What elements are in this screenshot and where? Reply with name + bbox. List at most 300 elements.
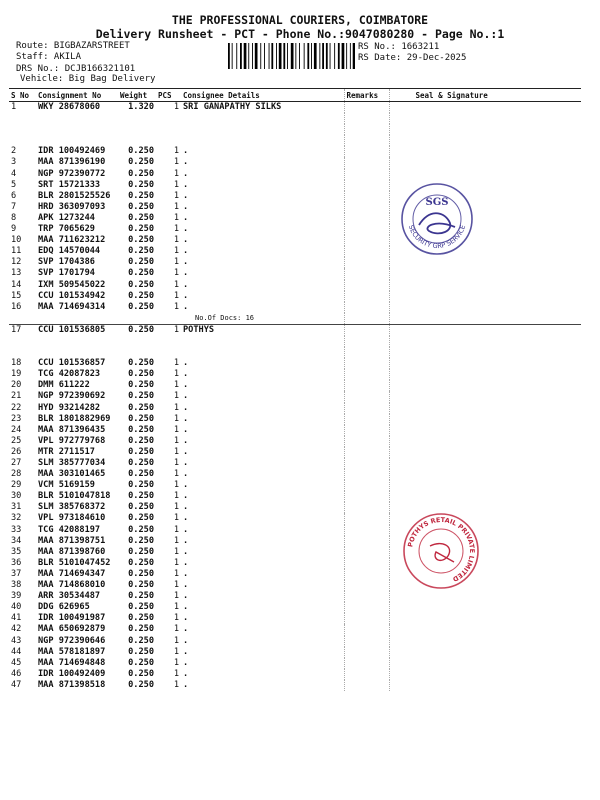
cell-consignee: . <box>183 168 189 179</box>
route-label: Route: BIGBAZARSTREET <box>16 41 130 51</box>
cell-consignee: POTHYS <box>181 324 344 336</box>
table-row <box>9 403 581 414</box>
cell-seal-signature <box>389 268 581 279</box>
cell-remarks <box>344 369 389 380</box>
barcode-bar <box>304 43 305 69</box>
cell-seal-signature <box>389 403 581 414</box>
cell-weight: 0.250 <box>128 469 154 480</box>
cell-consignment: MTR 2711517 <box>38 446 95 457</box>
cell-sno: 10 <box>11 235 22 246</box>
cell-weight: 0.250 <box>128 179 154 190</box>
cell-remarks <box>344 602 389 613</box>
cell-weight: 0.250 <box>128 535 154 546</box>
cell-sno: 5 <box>11 179 17 190</box>
cell-weight: 0.250 <box>128 602 154 613</box>
cell-pcs: 1 <box>173 580 179 591</box>
cell-remarks <box>344 647 389 658</box>
cell-seal-signature <box>389 636 581 647</box>
cell-remarks <box>344 102 389 114</box>
cell-seal-signature <box>389 157 581 168</box>
company-title: THE PROFESSIONAL COURIERS, COIMBATORE <box>171 13 429 27</box>
pothys-ring-text: POTHYS RETAIL PRIVATE LIMITED <box>406 515 477 584</box>
cell-weight: 0.250 <box>128 358 154 369</box>
cell-seal-signature <box>389 358 581 369</box>
cell-consignee: . <box>183 157 189 168</box>
cell-pcs: 1 <box>173 424 179 435</box>
table-row <box>9 224 581 235</box>
cell-seal-signature <box>389 425 581 436</box>
barcode-bar <box>264 43 265 69</box>
cell-consignee: . <box>183 502 189 513</box>
cell-consignee: . <box>183 224 189 235</box>
cell-seal-signature <box>389 169 581 180</box>
cell-consignment: NGP 972390772 <box>38 168 106 179</box>
cell-consignee: . <box>183 446 189 457</box>
cell-pcs: 1 <box>173 279 179 290</box>
spacer-row <box>9 336 581 347</box>
cell-consignment: MAA 714694314 <box>38 301 106 312</box>
cell-pcs: 1 <box>173 146 179 157</box>
cell-consignment: SVP 1704386 <box>38 257 95 268</box>
cell-consignee: . <box>183 369 189 380</box>
cell-sno: 41 <box>11 613 22 624</box>
table-row <box>9 302 581 313</box>
cell-sno: 20 <box>11 380 22 391</box>
cell-pcs: 1 <box>173 358 179 369</box>
col-header-sno: S No <box>9 89 36 102</box>
col-header-pcs: PCS <box>156 89 181 102</box>
table-row <box>9 669 581 680</box>
cell-sno: 25 <box>11 435 22 446</box>
cell-consignment: IDR 100491987 <box>38 613 106 624</box>
barcode-bar <box>314 43 317 69</box>
table-row <box>9 425 581 436</box>
cell-sno: 40 <box>11 602 22 613</box>
cell-consignment: DMM 611222 <box>38 380 90 391</box>
cell-sno: 38 <box>11 580 22 591</box>
cell-consignee: . <box>183 358 189 369</box>
cell-sno: 44 <box>11 646 22 657</box>
cell-pcs: 1 <box>173 179 179 190</box>
cell-sno: 4 <box>11 168 17 179</box>
cell-weight: 0.250 <box>128 635 154 646</box>
cell-remarks <box>344 358 389 369</box>
cell-consignee: . <box>183 146 189 157</box>
cell-weight: 0.250 <box>128 480 154 491</box>
table-row <box>9 235 581 246</box>
cell-remarks <box>344 613 389 624</box>
cell-remarks <box>344 268 389 279</box>
cell-weight: 0.250 <box>118 324 156 336</box>
cell-sno: 2 <box>11 146 17 157</box>
cell-sno: 36 <box>11 557 22 568</box>
cell-remarks <box>344 302 389 313</box>
table-row <box>9 647 581 658</box>
table-row <box>9 213 581 224</box>
cell-consignment: HRD 363097093 <box>38 201 106 212</box>
cell-consignment: WKY 28678060 <box>38 102 101 112</box>
cell-sno: 22 <box>11 402 22 413</box>
cell-weight: 0.250 <box>128 546 154 557</box>
cell-consignee: . <box>183 679 189 690</box>
table-row <box>9 358 581 369</box>
cell-consignment: IDR 100492409 <box>38 668 106 679</box>
cell-weight: 0.250 <box>128 235 154 246</box>
cell-pcs: 1 <box>173 613 179 624</box>
cell-weight: 0.250 <box>128 168 154 179</box>
cell-remarks <box>344 680 389 691</box>
spacer-row <box>9 124 581 135</box>
barcode-bar <box>322 43 324 69</box>
runsheet-subtitle: Delivery Runsheet - PCT - Phone No.:9047080280 - Page No.:1 <box>95 27 505 41</box>
cell-pcs: 1 <box>173 246 179 257</box>
cell-remarks <box>344 202 389 213</box>
cell-remarks <box>344 403 389 414</box>
cell-consignee: . <box>183 668 189 679</box>
cell-consignment: HYD 93214282 <box>38 402 101 413</box>
barcode-bar <box>319 43 320 69</box>
cell-consignment: BLR 5101047452 <box>38 557 111 568</box>
cell-consignee: . <box>183 602 189 613</box>
barcode-bar <box>276 43 277 69</box>
cell-consignment: CCU 101534942 <box>38 290 106 301</box>
cell-consignment: EDQ 14570044 <box>38 246 101 257</box>
cell-remarks <box>344 436 389 447</box>
cell-seal-signature <box>389 257 581 268</box>
cell-weight: 0.250 <box>128 402 154 413</box>
table-row <box>9 502 581 513</box>
cell-pcs: 1 <box>173 668 179 679</box>
table-row <box>9 658 581 669</box>
cell-weight: 0.250 <box>128 513 154 524</box>
cell-remarks <box>344 235 389 246</box>
table-row <box>9 536 581 547</box>
barcode-bar <box>283 43 285 69</box>
cell-sno: 47 <box>11 679 22 690</box>
cell-sno: 7 <box>11 201 17 212</box>
barcode-image <box>228 43 355 69</box>
table-row <box>9 680 581 691</box>
cell-pcs: 1 <box>173 624 179 635</box>
cell-weight: 0.250 <box>128 491 154 502</box>
cell-weight: 0.250 <box>128 246 154 257</box>
cell-consignee: . <box>183 301 189 312</box>
barcode-bar <box>240 43 242 69</box>
barcode-bar <box>271 43 273 69</box>
cell-consignment: MAA 303101465 <box>38 469 106 480</box>
sgs-seal-stamp <box>399 181 475 257</box>
cell-sno: 19 <box>11 369 22 380</box>
docs-count: No.Of Docs: 16 <box>195 313 255 322</box>
cell-weight: 0.250 <box>128 580 154 591</box>
cell-remarks <box>344 580 389 591</box>
cell-remarks <box>344 658 389 669</box>
cell-seal-signature <box>389 658 581 669</box>
cell-pcs: 1 <box>173 168 179 179</box>
staff-label: Staff: AKILA <box>16 52 82 62</box>
cell-weight: 0.250 <box>128 591 154 602</box>
cell-pcs: 1 <box>173 201 179 212</box>
cell-sno: 32 <box>11 513 22 524</box>
spacer-row <box>9 135 581 146</box>
cell-weight: 0.250 <box>128 190 154 201</box>
cell-remarks <box>344 180 389 191</box>
cell-pcs: 1 <box>173 602 179 613</box>
cell-consignee: . <box>183 458 189 468</box>
cell-consignee: . <box>183 235 189 246</box>
table-row <box>9 624 581 635</box>
cell-sno: 31 <box>11 502 22 513</box>
cell-consignee: . <box>183 201 189 212</box>
table-header-row <box>9 89 581 102</box>
cell-weight: 0.250 <box>128 668 154 679</box>
cell-pcs: 1 <box>173 513 179 524</box>
cell-remarks <box>344 558 389 569</box>
cell-remarks <box>344 213 389 224</box>
col-header-consignee: Consignee Details <box>181 89 344 102</box>
cell-consignment: TCG 42087823 <box>38 369 101 380</box>
cell-consignment: SLM 385777034 <box>38 458 106 468</box>
cell-pcs: 1 <box>173 435 179 446</box>
cell-pcs: 1 <box>173 591 179 602</box>
table-row <box>9 602 581 613</box>
cell-seal-signature <box>389 591 581 602</box>
cell-consignee: . <box>183 424 189 435</box>
barcode-bar <box>299 43 300 69</box>
cell-seal-signature <box>389 480 581 491</box>
cell-remarks <box>344 157 389 168</box>
cell-consignment: CCU 101536857 <box>38 358 106 369</box>
cell-sno: 21 <box>11 391 22 402</box>
barcode-bar <box>228 43 230 69</box>
table-row <box>9 169 581 180</box>
cell-pcs: 1 <box>173 380 179 391</box>
cell-consignee: . <box>183 413 189 424</box>
cell-pcs: 1 <box>173 402 179 413</box>
cell-pcs: 1 <box>173 290 179 301</box>
cell-consignment: MAA 578181897 <box>38 646 106 657</box>
cell-seal-signature <box>389 436 581 447</box>
cell-seal-signature <box>389 146 581 157</box>
cell-remarks <box>344 257 389 268</box>
cell-remarks <box>344 591 389 602</box>
cell-seal-signature <box>389 302 581 313</box>
cell-weight: 0.250 <box>128 268 154 279</box>
cell-pcs: 1 <box>173 524 179 535</box>
cell-remarks <box>344 636 389 647</box>
table-row <box>9 480 581 491</box>
cell-consignee: . <box>183 557 189 568</box>
cell-weight: 0.250 <box>128 279 154 290</box>
cell-remarks <box>344 291 389 302</box>
table-row <box>9 180 581 191</box>
cell-consignment: APK 1273244 <box>38 212 95 223</box>
sgs-ring-text: SECURITY GRP SERVICE <box>406 224 468 251</box>
table-row <box>9 291 581 302</box>
spacer-row <box>9 347 581 358</box>
cell-pcs: 1 <box>173 502 179 513</box>
cell-remarks <box>344 414 389 425</box>
cell-consignee: SRI GANAPATHY SILKS <box>183 102 282 112</box>
cell-consignee: . <box>183 179 189 190</box>
cell-consignee: . <box>183 402 189 413</box>
cell-remarks <box>344 525 389 536</box>
barcode-bar <box>353 43 355 69</box>
cell-weight: 0.250 <box>128 679 154 690</box>
cell-sno: 45 <box>11 657 22 668</box>
cell-remarks <box>344 169 389 180</box>
barcode-bar <box>338 43 340 69</box>
table-row <box>9 380 581 391</box>
cell-consignment: MAA 871398751 <box>38 535 106 546</box>
cell-pcs: 1 <box>173 257 179 268</box>
cell-consignee: . <box>183 657 189 668</box>
table-row <box>9 146 581 157</box>
cell-seal-signature <box>389 102 581 114</box>
barcode-bar <box>342 43 345 69</box>
cell-seal-signature <box>389 613 581 624</box>
cell-weight: 0.250 <box>128 524 154 535</box>
table-row <box>9 547 581 558</box>
cell-pcs: 1 <box>173 458 179 468</box>
barcode-bar <box>307 43 309 69</box>
table-row <box>9 613 581 624</box>
cell-weight: 0.250 <box>128 301 154 312</box>
table-row <box>9 191 581 202</box>
barcode-bar <box>295 43 296 69</box>
cell-sno: 37 <box>11 568 22 579</box>
cell-weight: 0.250 <box>128 657 154 668</box>
barcode-bar <box>291 43 294 69</box>
cell-seal-signature <box>389 647 581 658</box>
cell-seal-signature <box>389 469 581 480</box>
cell-sno: 14 <box>11 279 22 290</box>
cell-weight: 0.250 <box>128 424 154 435</box>
col-header-weight: Weight <box>118 89 156 102</box>
cell-pcs: 1 <box>173 568 179 579</box>
cell-seal-signature <box>389 369 581 380</box>
barcode-bar <box>346 43 347 69</box>
drs-number: DRS No.: DCJB166321101 <box>16 64 136 74</box>
cell-consignee: . <box>183 546 189 557</box>
table-row <box>9 280 581 291</box>
cell-consignee: . <box>183 257 189 268</box>
cell-sno: 17 <box>9 324 36 336</box>
cell-pcs: 1 <box>173 102 179 112</box>
cell-weight: 0.250 <box>128 446 154 457</box>
cell-consignment: BLR 5101047818 <box>38 491 111 502</box>
cell-remarks <box>344 480 389 491</box>
cell-consignee: . <box>183 279 189 290</box>
cell-weight: 0.250 <box>128 369 154 380</box>
cell-weight: 0.250 <box>128 624 154 635</box>
cell-weight: 0.250 <box>128 146 154 157</box>
cell-pcs: 1 <box>173 235 179 246</box>
cell-weight: 0.250 <box>128 646 154 657</box>
spacer-row <box>9 113 581 124</box>
barcode-bar <box>279 43 282 69</box>
table-row <box>9 458 581 469</box>
cell-seal-signature <box>389 680 581 691</box>
cell-sno: 42 <box>11 624 22 635</box>
barcode-bar <box>287 43 288 69</box>
cell-consignee: . <box>183 212 189 223</box>
cell-weight: 0.250 <box>128 391 154 402</box>
table-row <box>9 414 581 425</box>
cell-weight: 0.250 <box>128 568 154 579</box>
table-row <box>9 447 581 458</box>
cell-remarks <box>344 447 389 458</box>
cell-pcs: 1 <box>173 535 179 546</box>
table-row <box>9 525 581 536</box>
cell-remarks <box>344 624 389 635</box>
cell-sno: 6 <box>11 190 17 201</box>
cell-pcs: 1 <box>173 646 179 657</box>
cell-remarks <box>344 380 389 391</box>
cell-pcs: 1 <box>173 157 179 168</box>
cell-consignment: MAA 871396190 <box>38 157 106 168</box>
cell-consignee: . <box>183 624 189 635</box>
cell-consignment: IXM 509545022 <box>38 279 106 290</box>
cell-sno: 1 <box>11 102 17 112</box>
cell-seal-signature <box>389 447 581 458</box>
cell-sno: 9 <box>11 224 17 235</box>
cell-consignee: . <box>183 591 189 602</box>
cell-sno: 29 <box>11 480 22 491</box>
cell-remarks <box>344 491 389 502</box>
cell-sno: 15 <box>11 290 22 301</box>
cell-seal-signature <box>389 380 581 391</box>
cell-sno: 24 <box>11 424 22 435</box>
cell-pcs: 1 <box>173 657 179 668</box>
cell-consignment: TCG 42088197 <box>38 524 101 535</box>
cell-remarks <box>344 502 389 513</box>
cell-pcs: 1 <box>173 557 179 568</box>
cell-consignment: TRP 7065629 <box>38 224 95 235</box>
cell-sno: 16 <box>11 301 22 312</box>
docs-count-row <box>9 313 581 325</box>
cell-remarks <box>344 458 389 469</box>
cell-pcs: 1 <box>173 546 179 557</box>
cell-seal-signature <box>389 391 581 402</box>
cell-remarks <box>344 280 389 291</box>
cell-weight: 0.250 <box>128 557 154 568</box>
table-body <box>9 102 581 691</box>
cell-consignee: . <box>183 635 189 646</box>
cell-remarks <box>344 146 389 157</box>
cell-remarks <box>344 191 389 202</box>
cell-consignee: . <box>183 580 189 591</box>
cell-consignment: BLR 1801882969 <box>38 413 111 424</box>
runsheet-table <box>9 88 581 691</box>
cell-weight: 0.250 <box>128 201 154 212</box>
cell-weight: 0.250 <box>128 212 154 223</box>
cell-consignee: . <box>183 246 189 257</box>
cell-consignee: . <box>183 190 189 201</box>
cell-sno: 46 <box>11 668 22 679</box>
barcode-bar <box>244 43 247 69</box>
cell-consignment: MAA 714868010 <box>38 580 106 591</box>
cell-sno: 8 <box>11 212 17 223</box>
cell-consignee: . <box>183 535 189 546</box>
barcode-bar <box>350 43 351 69</box>
cell-consignee: . <box>183 513 189 524</box>
cell-consignee: . <box>183 480 189 491</box>
cell-pcs: 1 <box>173 391 179 402</box>
cell-consignment: MAA 711623212 <box>38 235 106 246</box>
cell-sno: 18 <box>11 358 22 369</box>
cell-pcs: 1 <box>173 212 179 223</box>
